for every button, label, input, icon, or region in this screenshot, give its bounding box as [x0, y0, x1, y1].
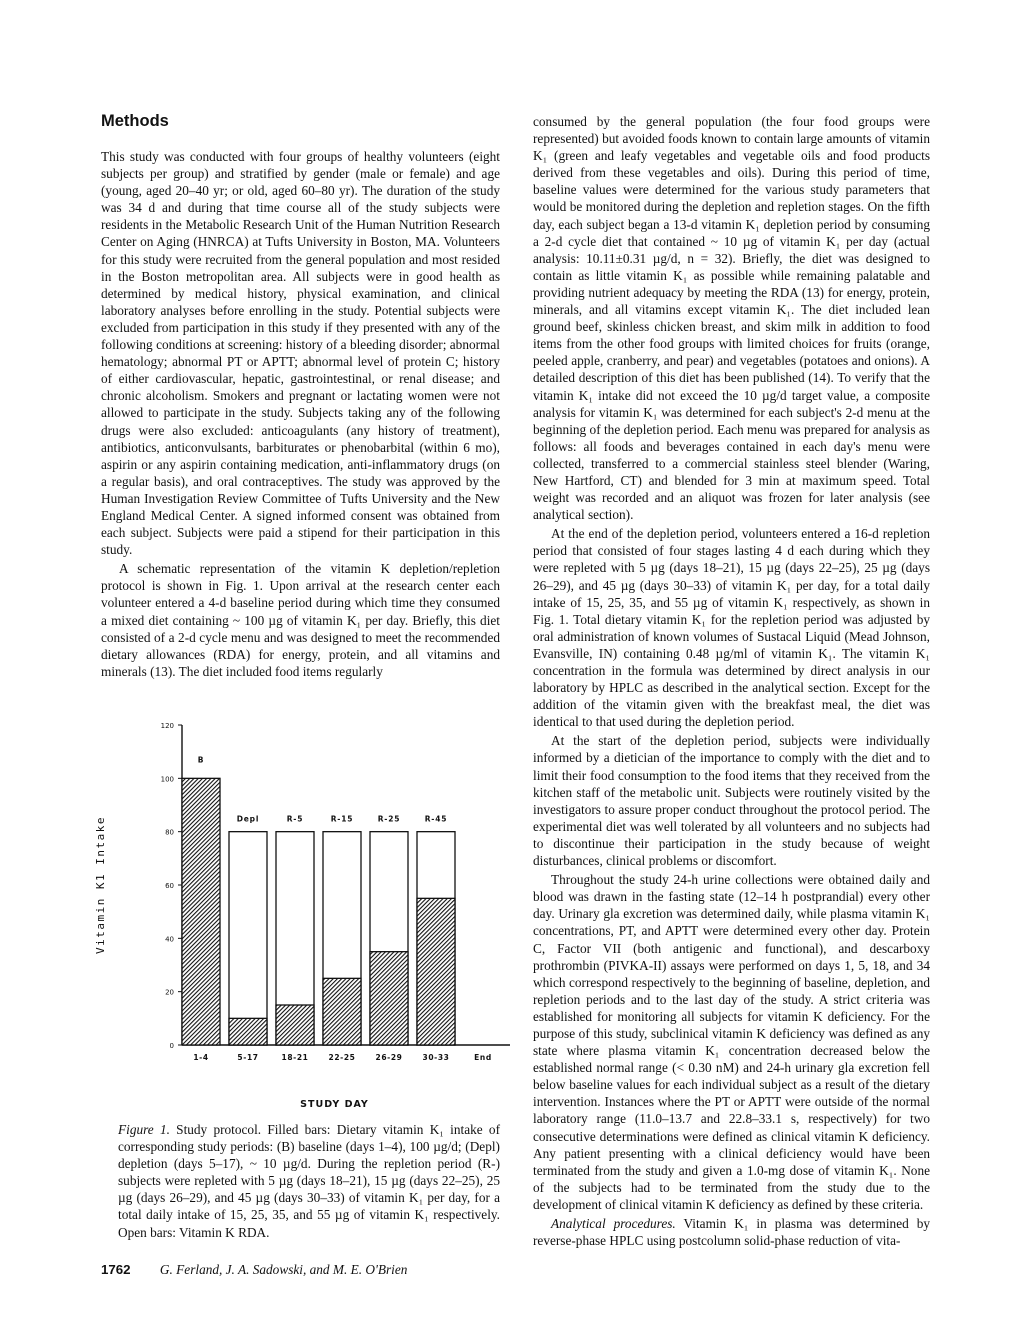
right-column	[533, 113, 930, 1249]
y-tick-label: 60	[165, 882, 174, 890]
bar-label: R-5	[286, 814, 304, 824]
page-footer	[101, 1262, 407, 1278]
page-number: 1762	[101, 1262, 131, 1277]
bar-label: R-25	[377, 814, 401, 824]
rda-bar	[229, 832, 267, 1045]
intake-bar	[323, 978, 361, 1045]
analytical-text: Vitamin K₁ in plasma was determined by reverse-phase HPLC using postcolumn solid-phase reduction of vita-	[533, 1216, 930, 1249]
bar-label: R-45	[424, 814, 448, 824]
paragraph-analytical	[533, 1215, 930, 1249]
y-tick-label: 80	[165, 828, 174, 837]
y-axis-label: Vitamin K1 Intake	[94, 815, 107, 955]
figure-1	[90, 712, 510, 1112]
analytical-label: Analytical procedures.	[551, 1216, 676, 1231]
intake-bar	[229, 1018, 267, 1045]
paragraph-methods-2: A schematic representation of the vitamin K depletion/repletion protocol is shown in Fig. 1. Upon arrival at the research center each volunteer entered a 4-d baseline period during which time they consumed a mixed diet containing ~ 100 µg of vitamin K₁ per day. Briefly, this diet consisted of a 2-d cycle menu and was designed to meet the recommended dietary allowances (RDA) for energy, protein, and all vitamins and minerals (13). The diet included food items regularly	[101, 561, 500, 679]
caption-text: Study protocol. Filled bars: Dietary vitamin K₁ intake of corresponding study periods: (B) baseline (days 1–4), 100 µg/d; (Depl) depletion (days 5–17), ~ 10 µg/d. During the repletion period (R-) subjects were repleted with 5 µg (days 18–21), 15 µg (days 22–25), 25 µg (days 26–29), and 45 µg (days 30–33) of vitamin K₁ per day, for a total daily intake of 15, 25, 35, and 55 µg of vitamin K₁ respectively. Open bars: Vitamin K RDA.	[118, 1122, 500, 1240]
x-tick-label: End	[474, 1053, 492, 1062]
x-tick-label: 22-25	[328, 1053, 356, 1062]
caption-label: Figure 1.	[118, 1122, 170, 1137]
x-tick-label: 30-33	[422, 1053, 450, 1062]
x-axis-label: STUDY DAY	[300, 1099, 369, 1110]
y-tick-label: 40	[165, 935, 174, 944]
intake-bar	[417, 898, 455, 1045]
paragraph-right-3: At the start of the depletion period, subjects were individually informed by a dietician of the importance to comply with the diet and to limit their food consumption to the food items that they received from the kitchen staff of the metabolic unit. Subjects were routinely visited by the investigators to assure proper conduct throughout the protocol period. The experimental diet was well tolerated by all volunteers and no subjects had to discontinue their participation in the study because of weight disturbances, clinical problems or discomfort.	[533, 733, 930, 869]
y-tick-label: 0	[169, 1042, 174, 1050]
y-tick-label: 100	[160, 775, 174, 784]
y-tick-label: 20	[165, 988, 174, 997]
left-column	[101, 148, 500, 680]
x-tick-label: 26-29	[375, 1053, 403, 1062]
bar-label: Depl	[236, 814, 260, 824]
study-protocol-chart	[90, 712, 510, 1112]
paragraph-right-1: consumed by the general population (the four food groups were represented) but avoided foods known to contain large amounts of vitamin K₁ (green and leafy vegetables and vegetable oils and food products derived from these vegetables and oils). During this period of time, baseline values were determined for the various study parameters that would be monitored during the depletion and repletion stages. On the fifth day, each subject began a 13-d vitamin K₁ depletion period by consuming a 2-d cycle diet that contained ~ 10 µg of vitamin K₁ per day (actual analysis: 10.11±0.31 µg/d, n = 32). Briefly, the diet was designed to contain as little vitamin K₁ as possible while remaining palatable and providing nutrient adequacy by meeting the RDA (13) for energy, protein, minerals, and all vitamins except vitamin K₁. The diet included lean ground beef, skinless chicken breast, and skim milk in addition to food items from the other food groups with limited choices for fruits (orange, peeled apple, cranberry, and pear) and vegetables (potatoes and onions). A detailed description of this diet has been published (14). To verify that the vitamin K₁ intake did not exceed the 10 µg/d target value, a composite analysis for vitamin K₁ was determined for each subject's 2-d menu at the beginning of the depletion period. Each menu was prepared for analysis as follows: all foods and beverages contained in each day's menu were collected, transferred to a commercial stainless steel blender (Waring, New Hartford, CT) and blended for 3 min at maximum speed. Total weight was recorded and an aliquot was frozen for later analysis (see analytical section).	[533, 114, 930, 523]
paragraph-right-4: Throughout the study 24-h urine collections were obtained daily and blood was drawn in the fasting state (12–14 h postprandial) every other day. Urinary gla excretion was determined daily, while plasma vitamin K₁ concentrations, PT, and APTT were determined every other day. Protein C, Factor VII (both antigenic and functional), and descarboxy prothrombin (PIVKA-II) assays were performed on days 1, 5, 18, and 34 which correspond respectively to the beginning of baseline, depletion, and repletion periods and to the last day of the study. A strict criteria was established for monitoring all subjects for vitamin K deficiency. For the purpose of this study, subclinical vitamin K deficiency was defined as any state where plasma vitamin K₁ concentration decreased below the established normal range (< 0.30 nM) and 24-h urinary gla excretion fell below baseline values for each individual subject as a result of the dietary intervention. Instances where the PT or APTT were outside of the normal laboratory range (11.0–13.7 and 22.8–33.1 s, respectively) for two consecutive determinations were defined as clinical vitamin K deficiency. Any patient presenting with a clinical deficiency would have been terminated from the study and given a 1.0-mg dose of vitamin K₁. None of the subjects had to be terminated from the study due to the development of clinical vitamin K deficiency as defined by these criteria.	[533, 872, 930, 1212]
footer-authors: G. Ferland, J. A. Sadowski, and M. E. O'Brien	[159, 1262, 408, 1277]
intake-bar	[276, 1005, 314, 1045]
y-tick-label: 120	[160, 722, 174, 730]
intake-bar	[370, 952, 408, 1045]
figure-caption	[118, 1121, 500, 1241]
paragraph-methods-1: This study was conducted with four groups of healthy volunteers (eight subjects per group) and stratified by gender (male or female) and age (young, aged 20–40 yr; or old, aged 60–80 yr). The duration of the study was 34 d and during that time course all of the study subjects were residents in the Metabolic Research Unit of the Human Nutrition Research Center on Aging (HNRCA) at Tufts University in Boston, MA. Volunteers for this study were recruited from the general population and most resided in the Boston metropolitan area. All subjects were in good health as determined by medical history, physical examination, and clinical laboratory analyses before enrolling in the study. Potential subjects were excluded from participation in this study if they presented with any of the following conditions at screening: history of a bleeding disorder; abnormal hematology; abnormal PT or APTT; abnormal level of protein C; history of either cardiovascular, hepatic, gastrointestinal, or renal disease; and chronic alcoholism. Smokers and pregnant or lactating women were not allowed to participate in the study. Subjects taking any of the following drugs were also excluded: anticoagulants (any history of treatment), antibiotics, anticonvulsants, barbiturates or phenobarbital (within 6 mo), aspirin or any aspirin containing medication, anti-inflammatory drugs (on a regular basis), and oral contraceptives. The study was approved by the Human Investigation Review Committee of Tufts University and the New England Medical Center. A signed informed consent was obtained from each subject. Subjects were paid a stipend for their participation in this study.	[101, 149, 500, 558]
x-tick-label: 5-17	[237, 1053, 259, 1062]
section-title: Methods	[101, 112, 169, 130]
bar-label: B	[197, 755, 205, 765]
intake-bar	[182, 778, 220, 1045]
x-tick-label: 1-4	[193, 1053, 209, 1062]
paragraph-right-2: At the end of the depletion period, volunteers entered a 16-d repletion period that consisted of four stages lasting 4 d each during which they were repleted with 5 µg (days 18–21), 15 µg (days 22–25), 25 µg (days 26–29), and 45 µg (days 30–33) of vitamin K₁ per day, for a total daily intake of 15, 25, 35, and 55 µg of vitamin K₁ respectively, as shown in Fig. 1. Total dietary vitamin K₁ for the repletion period was adjusted by oral administration of known volumes of Sustacal Liquid (Mead Johnson, Evansville, IN) containing 0.48 µg/ml of vitamin K₁. The vitamin K₁ concentration in the formula was determined by direct analysis in our laboratory by HPLC as described in the analytical section. Except for the addition of the vitamin given with the breakfast meal, the diet was identical to that used during the depletion period.	[533, 526, 930, 730]
x-tick-label: 18-21	[281, 1053, 309, 1062]
bar-label: R-15	[330, 814, 354, 824]
